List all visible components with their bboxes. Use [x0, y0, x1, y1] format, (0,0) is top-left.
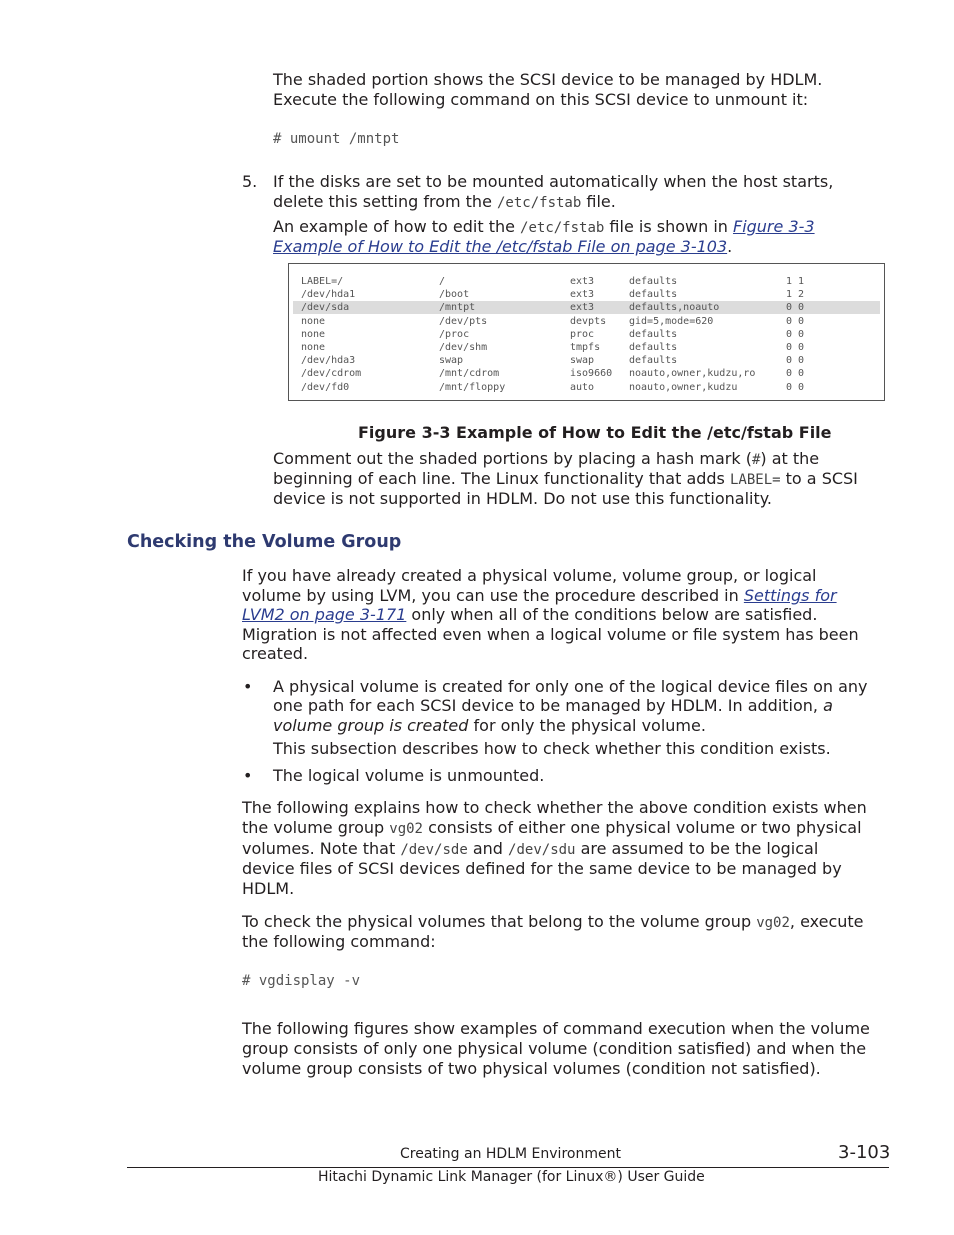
- fstab-row: [289, 354, 884, 367]
- fstab-cell: /: [439, 276, 446, 287]
- fstab-cell: 1 1: [786, 276, 805, 287]
- comment-line-3: device is not supported in HDLM. Do not use this functionality.: [273, 489, 772, 508]
- text: delete this setting from the: [273, 192, 497, 211]
- p1-line-1: If you have already created a physical volume, volume group, or logical: [242, 566, 817, 585]
- section-heading: Checking the Volume Group: [127, 532, 402, 552]
- text: the volume group: [242, 818, 390, 837]
- text: one path for each SCSI device to be managed by HDLM. In addition,: [273, 696, 824, 715]
- umount-command: # umount /mntpt: [273, 131, 400, 147]
- fstab-cell: ext3: [570, 302, 595, 314]
- text: Comment out the shaded portions by placing a hash mark (: [273, 449, 752, 468]
- fstab-cell: defaults,noauto: [629, 302, 720, 314]
- fstab-row: [289, 341, 884, 354]
- p1-line-2: [242, 586, 837, 606]
- fstab-cell: 0 0: [786, 355, 805, 367]
- figure-link-continued[interactable]: Example of How to Edit the /etc/fstab File on page 3-103: [273, 237, 728, 256]
- fstab-cell: noauto,owner,kudzu,ro: [629, 368, 756, 380]
- p2-line-4: device files of SCSI devices defined for the same device to be managed by: [242, 859, 842, 878]
- step5-line-1: If the disks are set to be mounted automatically when the host starts,: [273, 172, 834, 191]
- text: volumes. Note that: [242, 839, 401, 858]
- p4-line-2: group consists of only one physical volume (condition satisfied) and when the: [242, 1039, 867, 1058]
- text: , execute: [789, 912, 864, 931]
- page-number: 3-103: [838, 1142, 891, 1163]
- fstab-cell: ext3: [570, 289, 595, 301]
- fstab-cell: defaults: [629, 355, 678, 367]
- fstab-cell: none: [301, 315, 326, 327]
- fstab-cell: none: [301, 328, 326, 340]
- inline-code: /etc/fstab: [520, 220, 605, 236]
- inline-code: /etc/fstab: [497, 195, 582, 211]
- fstab-cell: swap: [439, 355, 464, 367]
- intro-line-1: The shaded portion shows the SCSI device to be managed by HDLM.: [273, 70, 823, 89]
- fstab-cell: proc: [570, 328, 595, 340]
- fstab-cell: /mnt/floppy: [439, 381, 506, 393]
- p1-line-4: Migration is not affected even when a logical volume or file system has been: [242, 625, 859, 644]
- text: and: [467, 839, 509, 858]
- fstab-cell: defaults: [629, 289, 678, 301]
- fstab-row: [289, 315, 884, 328]
- figure-caption: Figure 3-3 Example of How to Edit the /etc/fstab File: [358, 423, 832, 442]
- figure-link[interactable]: Figure 3-3: [732, 217, 815, 236]
- bullet1-line-1: A physical volume is created for only one of the logical device files on any: [273, 677, 868, 696]
- fstab-row: [289, 275, 884, 288]
- text: only when all of the conditions below are satisfied.: [406, 605, 818, 624]
- fstab-cell: /dev/hda3: [301, 355, 356, 367]
- inline-code: /dev/sdu: [508, 842, 576, 858]
- fstab-cell: /boot: [439, 289, 470, 301]
- p2-line-2: [242, 818, 862, 839]
- p1-line-5: created.: [242, 644, 309, 663]
- example-line-1: [273, 217, 815, 238]
- p2-line-3: [242, 839, 818, 860]
- italic-text: a: [823, 696, 833, 715]
- fstab-row: [289, 381, 884, 394]
- fstab-cell: 1 2: [786, 289, 805, 301]
- bullet2: The logical volume is unmounted.: [273, 766, 545, 785]
- inline-code: /dev/sde: [400, 842, 468, 858]
- italic-text: volume group is created: [273, 716, 469, 735]
- p2-line-5: HDLM.: [242, 879, 295, 898]
- fstab-cell: /dev/hda1: [301, 289, 356, 301]
- settings-link[interactable]: Settings for: [743, 586, 837, 605]
- fstab-cell: /mnt/cdrom: [439, 368, 500, 380]
- p3-line-2: the following command:: [242, 932, 436, 951]
- fstab-cell: iso9660: [570, 368, 613, 380]
- fstab-cell: ext3: [570, 276, 595, 287]
- p1-line-3: [242, 605, 817, 625]
- fstab-cell: /dev/fd0: [301, 381, 350, 393]
- inline-code: vg02: [389, 821, 423, 837]
- fstab-cell: 0 0: [786, 315, 805, 327]
- fstab-cell: 0 0: [786, 368, 805, 380]
- bullet1-line-3: [273, 716, 706, 736]
- p4-line-1: The following figures show examples of command execution when the volume: [242, 1019, 870, 1038]
- fstab-cell: 0 0: [786, 328, 805, 340]
- fstab-cell: LABEL=/: [301, 276, 344, 287]
- fstab-cell: 0 0: [786, 342, 805, 353]
- intro-line-2: Execute the following command on this SCSI device to unmount it:: [273, 90, 809, 109]
- inline-code: vg02: [756, 915, 790, 931]
- text: An example of how to edit the: [273, 217, 521, 236]
- bullet-marker: •: [243, 677, 253, 696]
- inline-code: LABEL=: [729, 472, 781, 488]
- p4-line-3: volume group consists of two physical volumes (condition not satisfied).: [242, 1059, 821, 1078]
- fstab-cell: defaults: [629, 328, 678, 340]
- fstab-cell: /dev/pts: [439, 315, 488, 327]
- footer-guide-title: Hitachi Dynamic Link Manager (for Linux®) User Guide: [318, 1169, 705, 1185]
- fstab-cell: swap: [570, 355, 595, 367]
- footer-divider: [127, 1167, 889, 1168]
- text: volume by using LVM, you can use the procedure described in: [242, 586, 744, 605]
- text: To check the physical volumes that belong to the volume group: [242, 912, 757, 931]
- text: consists of either one physical volume or two physical: [422, 818, 862, 837]
- settings-link-continued[interactable]: LVM2 on page 3-171: [242, 605, 407, 624]
- text: beginning of each line. The Linux functionality that adds: [273, 469, 730, 488]
- fstab-cell: /dev/shm: [439, 342, 488, 353]
- fstab-cell: 0 0: [786, 381, 805, 393]
- fstab-cell: /dev/cdrom: [301, 368, 362, 380]
- fstab-cell: auto: [570, 381, 595, 393]
- fstab-cell: /dev/sda: [301, 302, 350, 314]
- fstab-cell: noauto,owner,kudzu: [629, 381, 738, 393]
- step5-line-2: [273, 192, 616, 213]
- p2-line-1: The following explains how to check whether the above condition exists when: [242, 798, 867, 817]
- p3-line-1: [242, 912, 864, 933]
- text: file.: [581, 192, 616, 211]
- text: file is shown in: [604, 217, 733, 236]
- fstab-cell: none: [301, 342, 326, 353]
- text: .: [727, 237, 733, 256]
- bullet1-line-2: [273, 696, 833, 716]
- text: to a SCSI: [780, 469, 858, 488]
- fstab-row: [289, 288, 884, 301]
- fstab-cell: /proc: [439, 328, 470, 340]
- fstab-cell: devpts: [570, 315, 607, 327]
- fstab-row: [289, 328, 884, 341]
- fstab-row: [289, 367, 884, 380]
- bullet1-note: This subsection describes how to check whether this condition exists.: [273, 739, 831, 758]
- text: ) at the: [760, 449, 820, 468]
- footer-chapter: Creating an HDLM Environment: [400, 1146, 621, 1162]
- fstab-cell: defaults: [629, 276, 678, 287]
- step-number: 5.: [242, 172, 258, 191]
- comment-line-1: [273, 449, 819, 470]
- fstab-cell: gid=5,mode=620: [629, 315, 714, 327]
- text: for only the physical volume.: [468, 716, 706, 735]
- fstab-cell: tmpfs: [570, 342, 601, 353]
- fstab-cell: /mntpt: [439, 302, 476, 314]
- inline-code: #: [751, 452, 761, 468]
- text: are assumed to be the logical: [575, 839, 819, 858]
- vgdisplay-command: # vgdisplay -v: [242, 973, 361, 989]
- fstab-cell: 0 0: [786, 302, 805, 314]
- fstab-figure: [288, 263, 885, 401]
- example-line-2: [273, 237, 732, 257]
- fstab-row-shaded: [293, 301, 880, 314]
- bullet-marker: •: [243, 766, 253, 785]
- comment-line-2: [273, 469, 858, 490]
- fstab-cell: defaults: [629, 342, 678, 353]
